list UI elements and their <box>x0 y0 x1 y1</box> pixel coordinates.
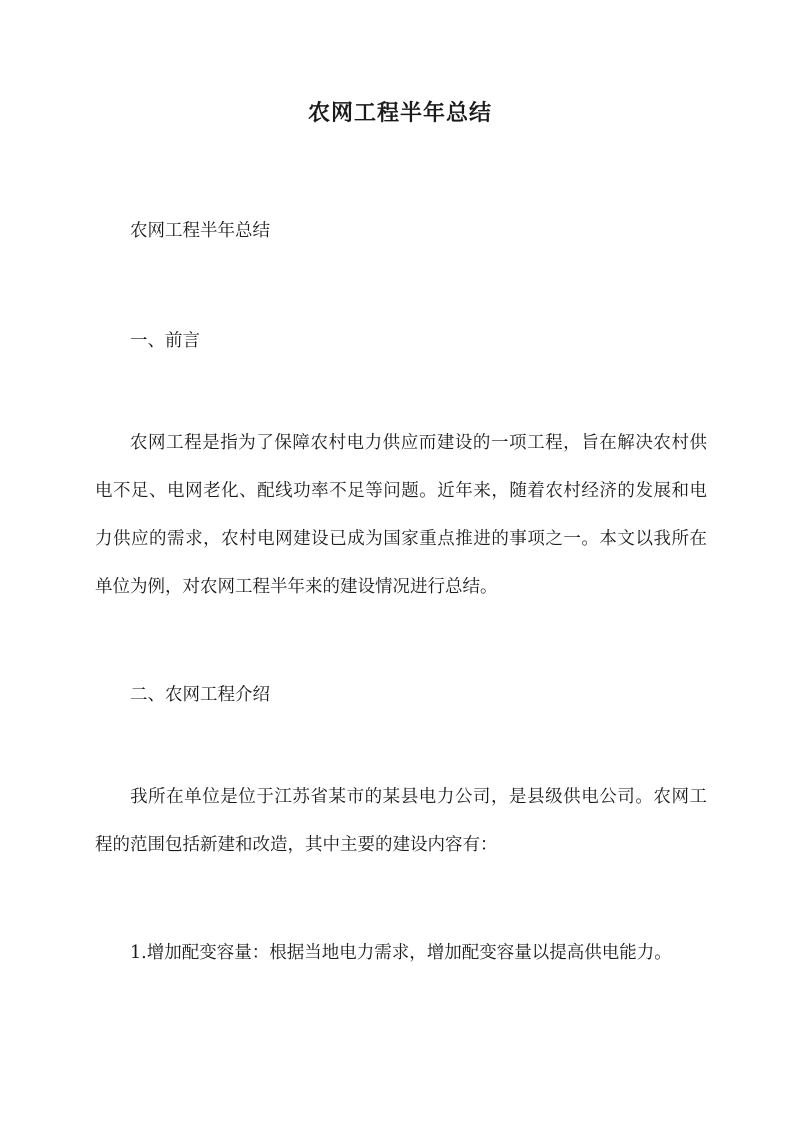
section-heading-preface: 一、前言 <box>130 331 200 351</box>
list-item: 1.增加配变容量：根据当地电力需求，增加配变容量以提高供电能力。 <box>130 943 672 963</box>
document-subtitle: 农网工程半年总结 <box>130 221 270 241</box>
section-heading-introduction: 二、农网工程介绍 <box>130 685 270 705</box>
document-title: 农网工程半年总结 <box>307 100 492 126</box>
section-paragraph-introduction: 我所在单位是位于江苏省某市的某县电力公司，是县级供电公司。农网工程的范围包括新建和改造，其中主要的建设内容有： <box>95 787 707 855</box>
section-paragraph-preface: 农网工程是指为了保障农村电力供应而建设的一项工程，旨在解决农村供电不足、电网老化、配线功率不足等问题。近年来，随着农村经济的发展和电力供应的需求，农村电网建设已成为国家重点推进的事项之一。本文以我所在单位为例，对农网工程半年来的建设情况进行总结。 <box>95 433 707 597</box>
